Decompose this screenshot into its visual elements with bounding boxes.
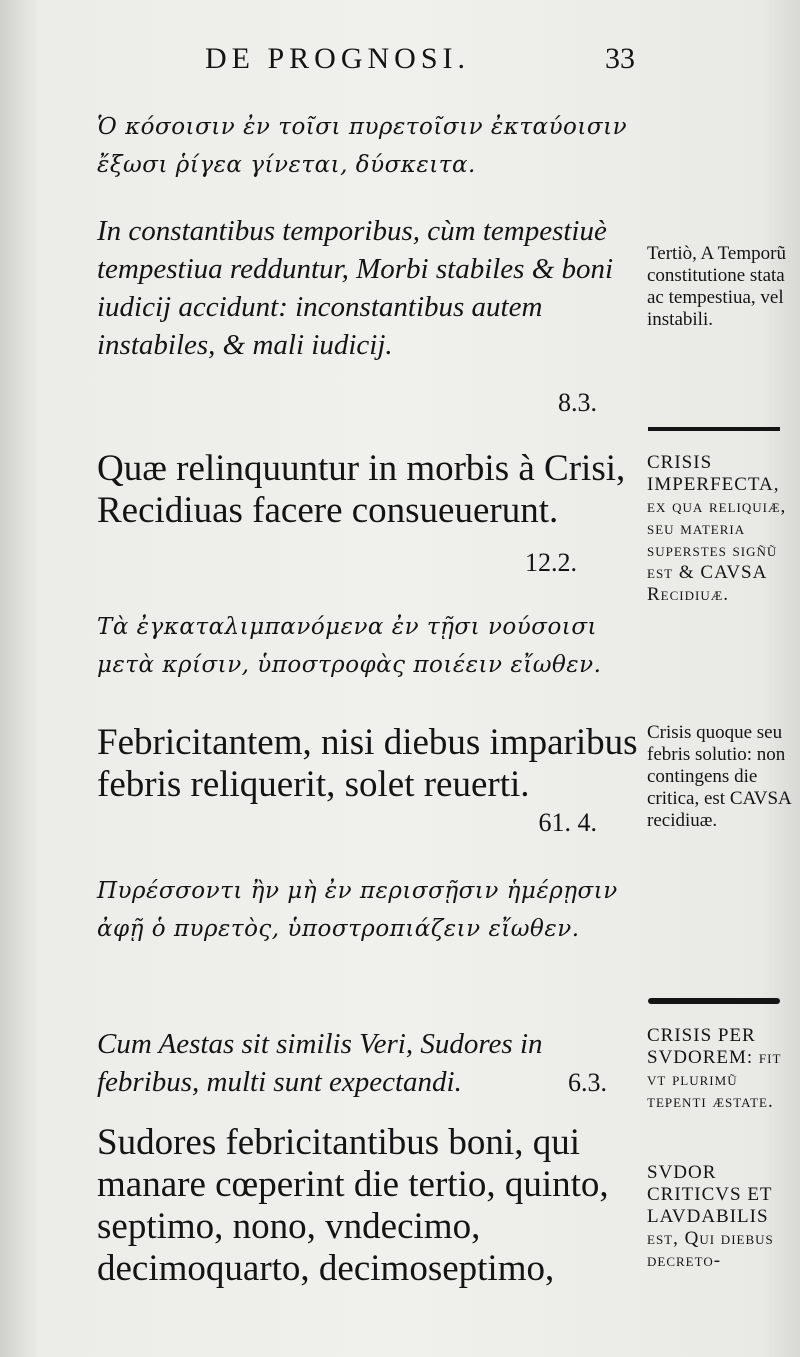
margin-note-1: Tertiò, A Temporũ constitutione stata ac tempestiua, vel instabili. [647,243,786,330]
margin-divider-1 [648,427,780,431]
running-header [205,42,635,82]
reference-4-wrap [97,1068,607,1098]
margin-divider-2 [648,998,780,1004]
aphorism-4: Cum Aestas sit similis Veri, Sudores in febribus, multi sunt expectandi. [97,1028,543,1098]
reference-2-wrap [97,548,577,578]
aphorism-3: Febricitantem, nisi diebus imparibus febris reliquerit, solet reuerti. [97,722,638,805]
aphorism-2: Quæ relinquuntur in morbis à Crisi, Recidiuas facere consueuerunt. [97,448,626,531]
running-title: DE PROGNOSI. [205,42,471,75]
margin-note-5: SVDOR CRITICVS ET LAVDABILIS est, Qui diebus decreto- [647,1162,774,1271]
reference-3: 61. 4. [538,808,597,837]
greek-aphorism-2: Τὰ ἐγκαταλιμπανόμενα ἐν τῇσι νούσοισι μετὰ κρίσιν, ὑποστροφὰς ποιέειν εἴωθεν. [97,614,602,678]
greek-aphorism-3: Πυρέσσοντι ἢν μὴ ἐν περισσῇσιν ἡμέρῃσιν ἀφῇ ὁ πυρετὸς, ὑποστροπιάζειν εἴωθεν. [97,878,618,942]
reference-4: 6.3. [568,1068,607,1097]
reference-3-wrap [97,808,597,838]
aphorism-1: In constantibus temporibus, cùm tempestiuè tempestiua redduntur, Morbi stabiles & boni iudicij accidunt: inconstantibus autem instabiles, & mali iudicij. [97,215,614,361]
reference-1: 8.3. [558,388,597,417]
greek-aphorism-1: Ὁ κόσοισιν ἐν τοῖσι πυρετοῖσιν ἐκταύοισιν ἔξωσι ῥίγεα γίνεται, δύσκειτα. [97,114,628,178]
margin-note-4: CRISIS PER SVDOREM: fit vt plurimũ tepenti æstate. [647,1025,782,1112]
reference-2: 12.2. [525,548,577,577]
margin-note-2: CRISIS IMPERFECTA, ex qua reliquiæ, seu materia superstes sigñũ est & CAVSA Recidiuæ. [647,452,787,605]
reference-1-wrap [97,388,597,418]
margin-note-3: Crisis quoque seu febris solutio: non contingens die critica, est CAVSA recidiuæ. [647,722,791,831]
page-number: 33 [605,42,635,75]
aphorism-5: Sudores febricitantibus boni, qui manare cœperint die tertio, quinto, septimo, nono, vndecimo, decimoquarto, decimoseptimo, [97,1122,609,1289]
